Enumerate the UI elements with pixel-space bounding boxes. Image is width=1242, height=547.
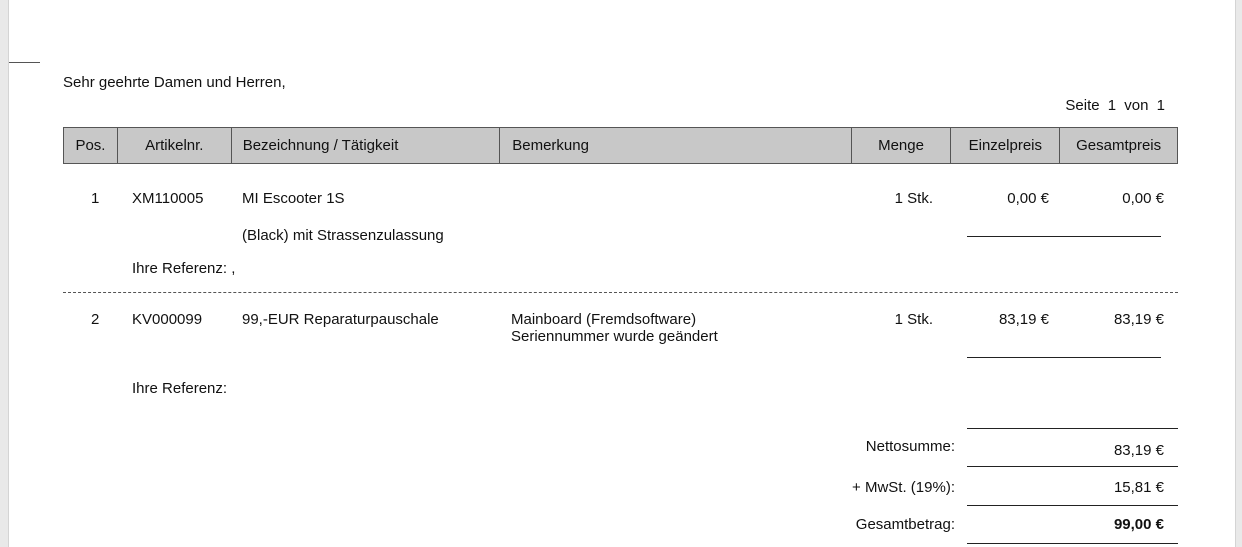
header-total-price: Gesamtpreis [1076,137,1162,154]
page-current: 1 [1107,97,1117,114]
fold-mark [9,62,40,63]
row-separator [63,292,1178,293]
header-description: Bezeichnung / Tätigkeit [232,128,501,163]
row-pos: 1 [91,190,100,207]
row-pos: 2 [91,311,100,328]
page-label: Seite [1065,97,1100,114]
header-unit-price: Einzelpreis [951,128,1060,163]
row-description: MI Escooter 1S [242,190,345,207]
header-article: Artikelnr. [118,128,232,163]
row-total-price: 0,00 € [1122,190,1164,207]
row-reference: Ihre Referenz: , [132,260,236,277]
header-quantity: Menge [852,128,952,163]
totals-line-net [967,466,1178,467]
header-remark: Bemerkung [500,128,851,163]
table-header [63,127,1178,164]
row-total-price: 83,19 € [1113,311,1164,328]
gross-label: Gesamtbetrag: [855,516,955,533]
page-total: 1 [1156,97,1165,114]
totals-line-gross [967,543,1178,544]
row-description-2: (Black) mit Strassenzulassung [242,227,444,244]
row-description: 99,-EUR Reparaturpauschale [242,311,439,328]
net-value: 83,19 € [1113,442,1164,459]
totals-line-vat [967,505,1178,506]
price-underline [967,357,1161,358]
row-remark: Mainboard (Fremdsoftware) [511,311,697,328]
net-label: Nettosumme: [865,438,955,455]
document-page [8,0,1236,547]
row-remark-2: Seriennummer wurde geändert [511,328,718,345]
row-quantity: 1 Stk. [894,311,933,328]
salutation: Sehr geehrte Damen und Herren, [63,74,286,91]
row-reference: Ihre Referenz: [132,380,228,397]
page-number [1065,97,1165,114]
vat-label: + MwSt. (19%): [852,479,955,496]
totals-line-top [967,428,1178,429]
gross-value: 99,00 € [1113,516,1164,533]
vat-value: 15,81 € [1113,479,1164,496]
header-pos: Pos. [64,128,118,163]
row-quantity: 1 Stk. [894,190,933,207]
row-unit-price: 0,00 € [1007,190,1049,207]
row-article: XM110005 [132,190,204,207]
page-of: von [1124,97,1149,114]
row-unit-price: 83,19 € [998,311,1049,328]
price-underline [967,236,1161,237]
row-article: KV000099 [132,311,203,328]
